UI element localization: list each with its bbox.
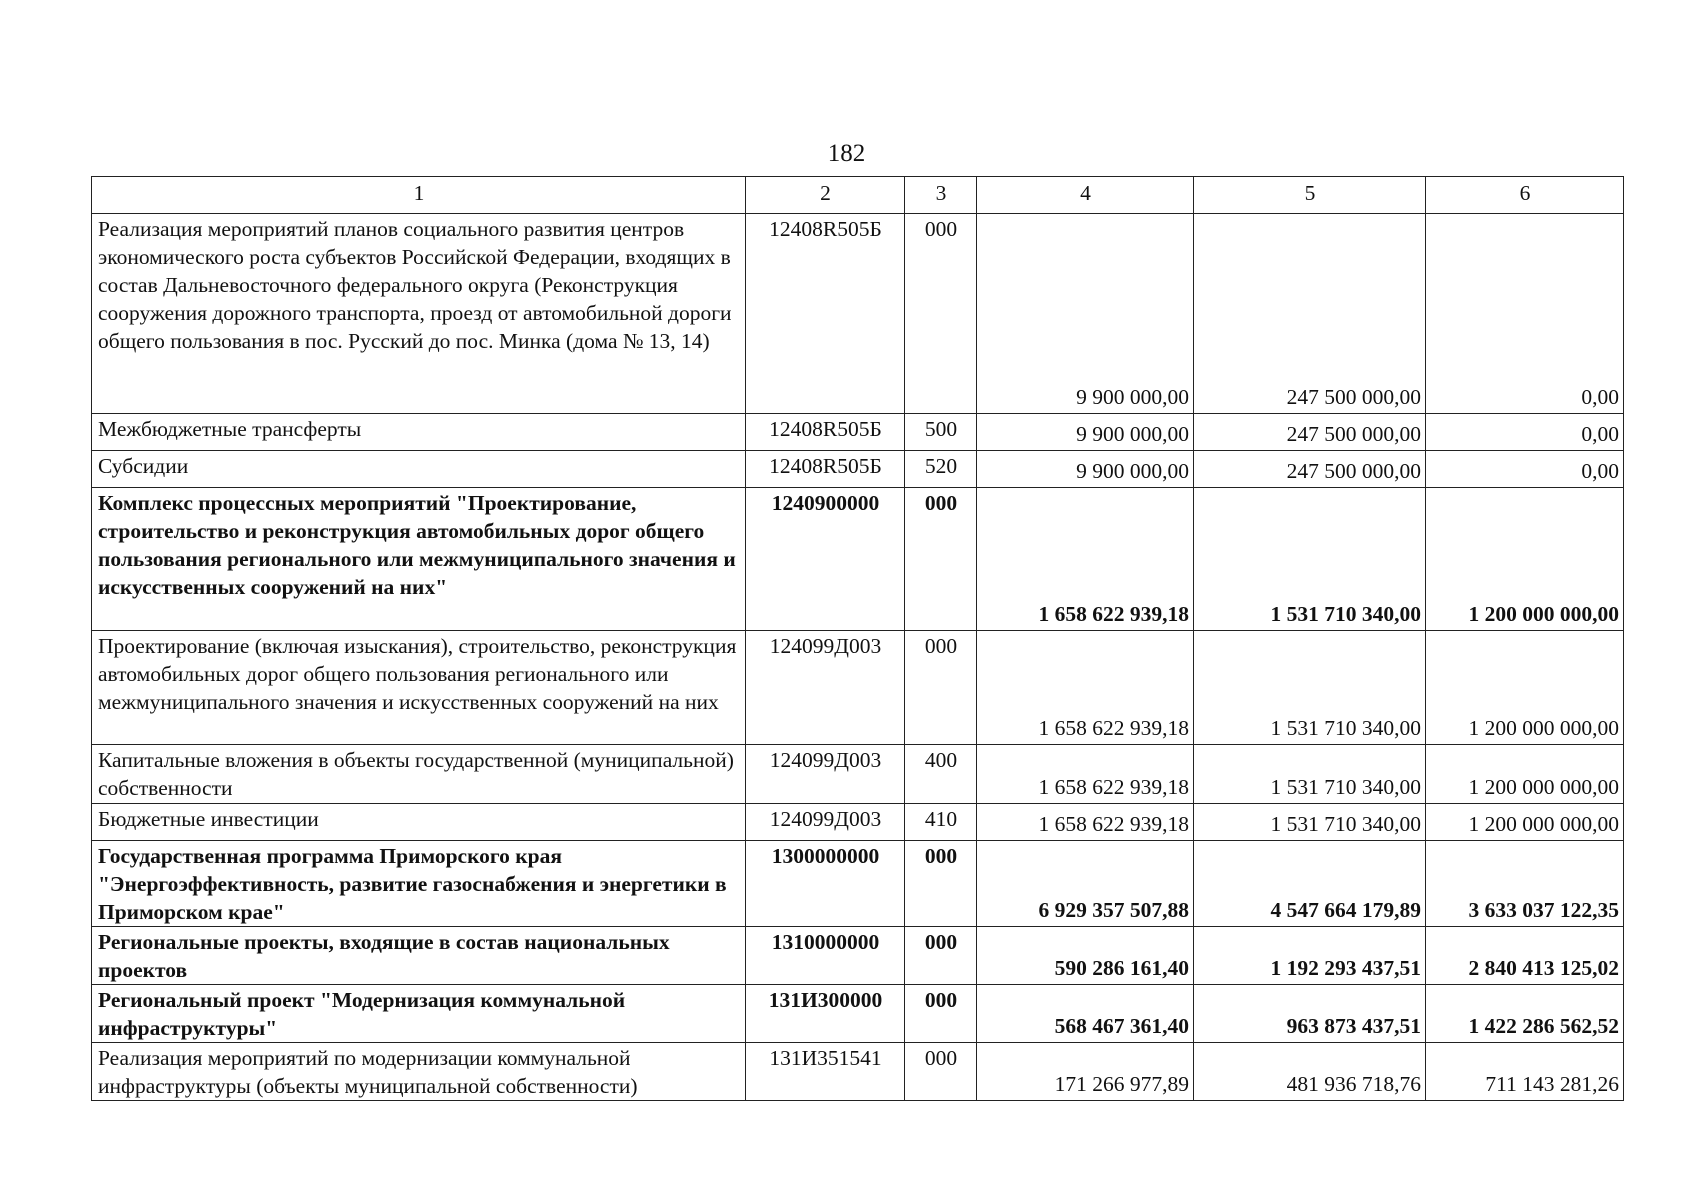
row-subcode: 000 — [905, 214, 977, 414]
header-cell: 2 — [746, 177, 905, 214]
row-value-4: 568 467 361,40 — [977, 985, 1194, 1043]
row-subcode: 000 — [905, 488, 977, 631]
row-code: 12408R505Б — [746, 451, 905, 488]
row-value-6: 1 200 000 000,00 — [1426, 745, 1624, 804]
row-value-6: 3 633 037 122,35 — [1426, 841, 1624, 927]
row-code: 1300000000 — [746, 841, 905, 927]
row-subcode: 520 — [905, 451, 977, 488]
table-row — [92, 927, 1624, 985]
row-subcode: 000 — [905, 1043, 977, 1101]
row-subcode: 000 — [905, 927, 977, 985]
row-code: 12408R505Б — [746, 414, 905, 451]
row-value-5: 481 936 718,76 — [1194, 1043, 1426, 1101]
row-value-4: 1 658 622 939,18 — [977, 804, 1194, 841]
row-subcode: 500 — [905, 414, 977, 451]
row-value-5: 4 547 664 179,89 — [1194, 841, 1426, 927]
row-value-6: 711 143 281,26 — [1426, 1043, 1624, 1101]
row-code: 1310000000 — [746, 927, 905, 985]
row-value-4: 9 900 000,00 — [977, 414, 1194, 451]
row-code: 1240900000 — [746, 488, 905, 631]
table-row — [92, 214, 1624, 414]
row-subcode: 000 — [905, 841, 977, 927]
row-code: 131И300000 — [746, 985, 905, 1043]
table-row — [92, 451, 1624, 488]
table-header-row — [92, 177, 1624, 214]
row-value-4: 9 900 000,00 — [977, 214, 1194, 414]
row-value-6: 2 840 413 125,02 — [1426, 927, 1624, 985]
row-value-4: 6 929 357 507,88 — [977, 841, 1194, 927]
row-code: 124099Д003 — [746, 745, 905, 804]
table-row — [92, 841, 1624, 927]
row-name: Комплекс процессных мероприятий "Проектирование, строительство и реконструкция автомобильных дорог общего пользования регионального или межмуниципального значения и искусственных сооружений на них" — [92, 488, 746, 631]
row-value-5: 1 531 710 340,00 — [1194, 745, 1426, 804]
row-code: 12408R505Б — [746, 214, 905, 414]
row-value-6: 1 200 000 000,00 — [1426, 488, 1624, 631]
table-row — [92, 985, 1624, 1043]
page-number: 182 — [827, 140, 866, 167]
header-cell: 4 — [977, 177, 1194, 214]
row-value-4: 1 658 622 939,18 — [977, 745, 1194, 804]
row-value-5: 963 873 437,51 — [1194, 985, 1426, 1043]
row-value-6: 0,00 — [1426, 414, 1624, 451]
row-value-6: 0,00 — [1426, 214, 1624, 414]
row-code: 131И351541 — [746, 1043, 905, 1101]
row-value-4: 590 286 161,40 — [977, 927, 1194, 985]
row-value-6: 1 200 000 000,00 — [1426, 804, 1624, 841]
row-name: Бюджетные инвестиции — [92, 804, 746, 841]
table-row — [92, 804, 1624, 841]
row-name: Субсидии — [92, 451, 746, 488]
row-value-4: 9 900 000,00 — [977, 451, 1194, 488]
row-value-6: 1 422 286 562,52 — [1426, 985, 1624, 1043]
row-value-6: 0,00 — [1426, 451, 1624, 488]
row-value-5: 1 531 710 340,00 — [1194, 804, 1426, 841]
row-name: Региональные проекты, входящие в состав национальных проектов — [92, 927, 746, 985]
header-cell: 1 — [92, 177, 746, 214]
table-row — [92, 488, 1624, 631]
row-subcode: 410 — [905, 804, 977, 841]
row-code: 124099Д003 — [746, 804, 905, 841]
row-subcode: 400 — [905, 745, 977, 804]
header-cell: 3 — [905, 177, 977, 214]
row-value-5: 247 500 000,00 — [1194, 414, 1426, 451]
row-name: Региональный проект "Модернизация коммунальной инфраструктуры" — [92, 985, 746, 1043]
table-row — [92, 631, 1624, 745]
row-subcode: 000 — [905, 631, 977, 745]
row-name: Государственная программа Приморского края "Энергоэффективность, развитие газоснабжения и энергетики в Приморском крае" — [92, 841, 746, 927]
row-value-5: 1 192 293 437,51 — [1194, 927, 1426, 985]
row-value-6: 1 200 000 000,00 — [1426, 631, 1624, 745]
row-name: Межбюджетные трансферты — [92, 414, 746, 451]
row-name: Капитальные вложения в объекты государственной (муниципальной) собственности — [92, 745, 746, 804]
table-row — [92, 745, 1624, 804]
budget-table — [91, 176, 1624, 1101]
row-name: Реализация мероприятий планов социального развития центров экономического роста субъектов Российской Федерации, входящих в состав Дальневосточного федерального округа (Реконструкция сооружения дорожного транспорта, проезд от автомобильной дороги общего пользования в пос. Русский до пос. Минка (дома № 13, 14) — [92, 214, 746, 414]
row-name: Реализация мероприятий по модернизации коммунальной инфраструктуры (объекты муниципальной собственности) — [92, 1043, 746, 1101]
row-value-4: 1 658 622 939,18 — [977, 488, 1194, 631]
row-name: Проектирование (включая изыскания), строительство, реконструкция автомобильных дорог общего пользования регионального или межмуниципального значения и искусственных сооружений на них — [92, 631, 746, 745]
row-value-5: 1 531 710 340,00 — [1194, 488, 1426, 631]
row-value-4: 1 658 622 939,18 — [977, 631, 1194, 745]
table-row — [92, 414, 1624, 451]
header-cell: 6 — [1426, 177, 1624, 214]
row-subcode: 000 — [905, 985, 977, 1043]
table-row — [92, 1043, 1624, 1101]
row-code: 124099Д003 — [746, 631, 905, 745]
row-value-4: 171 266 977,89 — [977, 1043, 1194, 1101]
row-value-5: 247 500 000,00 — [1194, 214, 1426, 414]
header-cell: 5 — [1194, 177, 1426, 214]
row-value-5: 1 531 710 340,00 — [1194, 631, 1426, 745]
row-value-5: 247 500 000,00 — [1194, 451, 1426, 488]
